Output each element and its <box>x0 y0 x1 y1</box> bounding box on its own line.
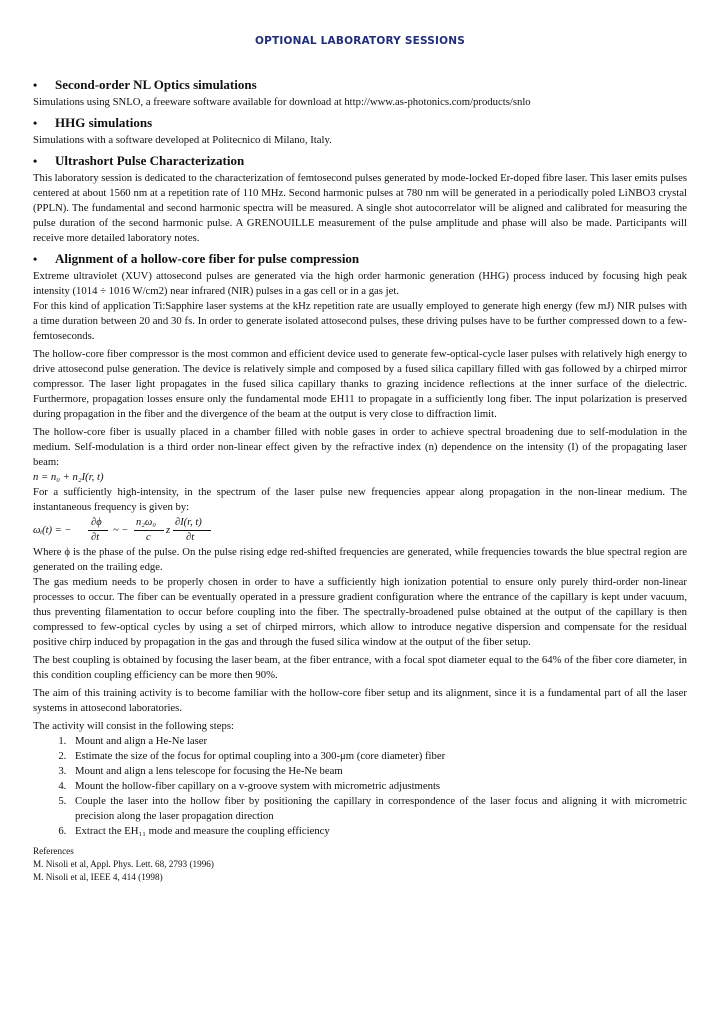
activity-steps-list <box>33 734 687 839</box>
paragraph-self-modulation: The hollow-core fiber is usually placed in a chamber filled with noble gases in order to achieve spectral broadening due to self-modulation in the medium. Self-modulation is a third order non-linear effect given by the refractive index (n) dependence on the intensity (I) of the propagating laser beam: <box>33 426 687 468</box>
list-item: 4. Mount the hollow-fiber capillary on a v-groove system with micrometric adjustments <box>69 779 687 794</box>
paragraph-activity-intro: The activity will consist in the following steps: <box>33 720 234 732</box>
bullet-icon: • <box>33 154 38 168</box>
section-text-pulse-characterization: This laboratory session is dedicated to the characterization of femtosecond pulses generated by mode-locked Er-doped fibre laser. This laser emits pulses centered at about 1560 nm at a repetition rate of 110 MHz. Second harmonic pulses at 780 nm will be generated in a periodically poled LiNBO3 crystal (PPLN). The fundamental and second harmonic spectra will be measured. A single shot autocorrelator will be aligned and calibrated for measuring the pulse duration of the second harmonic pulse. A GRENOUILLE measurement of the pulse amplitude and phase will also be made. Participants will receive more detailed laboratory notes. <box>33 172 687 244</box>
paragraph-phase: Where ϕ is the phase of the pulse. On the pulse rising edge red-shifted frequencies are generated, while frequencies towards the blue spectral region are generated on the trailing edge. <box>33 546 687 573</box>
references-label: References <box>33 846 74 856</box>
equation-refractive-index: n = n₀ + n₂I(r, t) <box>33 471 104 483</box>
page-title: OPTIONAL LABORATORY SESSIONS <box>254 35 466 47</box>
bullet-icon: • <box>33 78 38 92</box>
section-text-snlo: Simulations using SNLO, a freeware software available for download at http://www.as-photonics.com/products/snlo <box>33 96 531 108</box>
paragraph-compressor: The hollow-core fiber compressor is the most common and efficient device used to generate few-optical-cycle laser pulses with relatively high energy to drive attosecond pulse generation. The device is relatively simple and composed by a fused silica capillary filled with gas followed by a chirped mirror compressor. The laser light propagates in the fused silica capillary thanks to grazing incidence reflections at the inner surface of the dielectric. Furthermore, propagation losses ensure only the fundamental mode EH11 to propagate in a sufficiently long fiber. The input polarization is preserved during propagation in the fiber and the divergence of the beam at the output is very close to diffraction limit. <box>33 348 687 420</box>
equation-instantaneous-frequency: ωᵢ(t) = − ∂ϕ ∂t ~ − n₂ω₀ c z ∂I(r, t) ∂t <box>33 515 687 545</box>
reference-item: M. Nisoli et al, IEEE 4, 414 (1998) <box>33 872 163 882</box>
list-item: 6. Extract the EH₁₁ mode and measure the coupling efficiency <box>69 824 687 839</box>
list-item: 1. Mount and align a He-Ne laser <box>69 734 687 749</box>
paragraph-instantaneous-frequency: For a sufficiently high-intensity, in the spectrum of the laser pulse new frequencies appear along propagation in the non-linear medium. The instantaneous frequency is given by: <box>33 486 687 513</box>
bullet-icon: • <box>33 252 38 266</box>
section-text-hhg: Simulations with a software developed at Politecnico di Milano, Italy. <box>33 134 332 146</box>
section-heading-hollow-core-fiber: • Alignment of a hollow-core fiber for pulse compression <box>33 249 687 269</box>
section-heading-snlo: • Second-order NL Optics simulations <box>33 75 687 95</box>
section-heading-hhg: • HHG simulations <box>33 113 687 133</box>
list-item: 3. Mount and align a lens telescope for focusing the He-Ne beam <box>69 764 687 779</box>
list-item: 5. Couple the laser into the hollow fiber by positioning the capillary in correspondence of the laser focus and aligning it with micrometric precision along the laser propagation direction <box>69 794 687 824</box>
paragraph-xuv: Extreme ultraviolet (XUV) attosecond pulses are generated via the high order harmonic generation (HHG) process induced by focusing high peak intensity (1014 ÷ 1016 W/cm2) near infrared (NIR) pulses in a gas cell or in a gas jet. <box>33 270 687 297</box>
references <box>33 845 687 884</box>
reference-item: M. Nisoli et al, Appl. Phys. Lett. 68, 2793 (1996) <box>33 859 214 869</box>
paragraph-coupling: The best coupling is obtained by focusing the laser beam, at the fiber entrance, with a focal spot diameter equal to the 64% of the fiber core diameter, in this condition coupling efficiency can be more then 90%. <box>33 654 687 681</box>
section-heading-pulse-characterization: • Ultrashort Pulse Characterization <box>33 151 687 171</box>
paragraph-aim: The aim of this training activity is to become familiar with the hollow-core fiber setup and its alignment, since it is a fundamental part of all the laser systems in attosecond laboratories. <box>33 687 687 714</box>
paragraph-gas-medium: The gas medium needs to be properly chosen in order to have a sufficiently high ionization potential to ensure only purely third-order non-linear processes to occur. The fiber can be eventually operated in a pressure gradient configuration where the entrance of the capillary is kept under vacuum, thus preventing filamentation to occur before coupling into the fiber. The spectrally-broadened pulse obtained at the output of the capillary is then compressed to few-optical cycles by using a set of chirped mirrors, which allow to introduce negative dispersion and compensate for the residual positive chirp induced by propagation in the gas and through the fused silica window at the output of the fiber setup. <box>33 576 687 648</box>
bullet-icon: • <box>33 116 38 130</box>
paragraph-tisapphire: For this kind of application Ti:Sapphire laser systems at the kHz repetition rate are usually employed to generate high energy (few mJ) NIR pulses with a time duration between 20 and 30 fs. In order to generate isolated attosecond pulses, these driving pulses have to be further compressed down to a few-femtoseconds. <box>33 300 687 342</box>
list-item: 2. Estimate the size of the focus for optimal coupling into a 300-μm (core diameter) fiber <box>69 749 687 764</box>
document-body <box>33 72 687 884</box>
